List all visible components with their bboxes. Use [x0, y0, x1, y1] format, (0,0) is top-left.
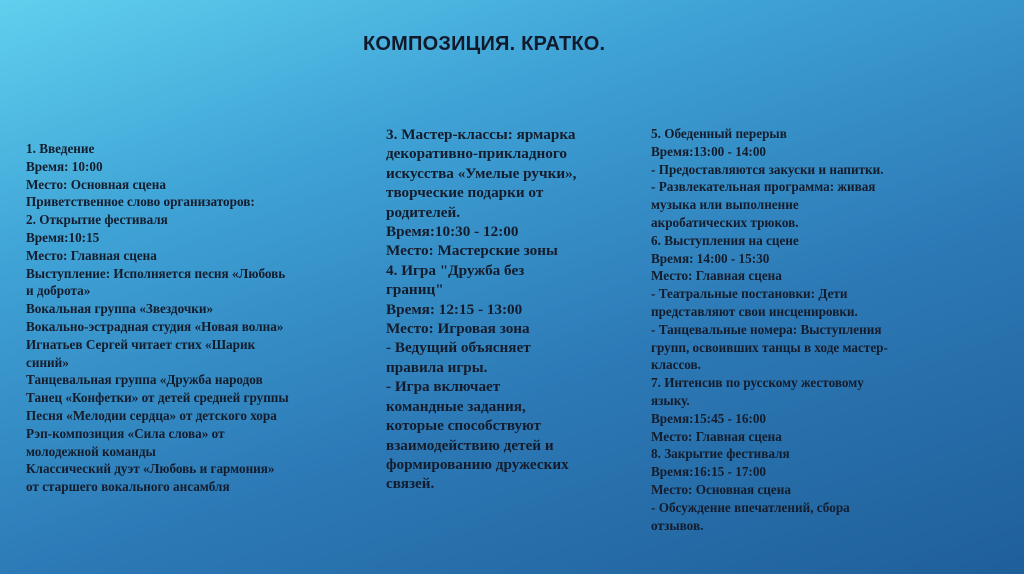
program-line: представляют свои инсценировки. — [651, 303, 858, 319]
program-line: групп, освоивших танцы в ходе мастер- — [651, 339, 888, 355]
program-line: - Ведущий объясняет — [386, 339, 531, 357]
program-line: творческие подарки от — [386, 184, 544, 202]
program-line: 3. Мастер-классы: ярмарка — [386, 126, 576, 143]
program-line: Место: Основная сцена — [26, 176, 166, 192]
program-line: Вокально-эстрадная студия «Новая волна» — [26, 318, 284, 334]
program-line: взаимодействию детей и — [386, 436, 554, 454]
program-line: 8. Закрытие фестиваля — [651, 446, 790, 462]
program-line: 6. Выступления на сцене — [651, 232, 799, 248]
program-line: правила игры. — [386, 358, 488, 376]
program-line: Рэп-композиция «Сила слова» от — [26, 425, 225, 441]
program-line: Место: Мастерские зоны — [386, 242, 558, 260]
program-line: Игнатьев Сергей читает стих «Шарик — [26, 336, 256, 352]
program-line: Время: 12:15 - 13:00 — [386, 300, 523, 318]
program-line: музыка или выполнение — [651, 197, 799, 213]
column-program-part-1 — [26, 140, 289, 496]
program-line: Время:10:15 — [26, 229, 100, 245]
program-line: 5. Обеденный перерыв — [651, 126, 787, 141]
program-line: Приветственное слово организаторов: — [26, 194, 255, 210]
program-line: классов. — [651, 357, 701, 373]
program-line: - Танцевальные номера: Выступления — [651, 321, 882, 337]
program-line: и доброта» — [26, 283, 91, 299]
program-line: 4. Игра "Дружба без — [386, 261, 525, 279]
program-line: молодежной команды — [26, 443, 156, 459]
program-line: Время:15:45 - 16:00 — [651, 410, 767, 426]
slide-title: КОМПОЗИЦИЯ. КРАТКО. — [363, 33, 606, 55]
program-line: Время:13:00 - 14:00 — [651, 143, 767, 159]
column-program-part-2 — [386, 125, 576, 494]
program-line: - Игра включает — [386, 378, 501, 396]
program-line: языку. — [651, 392, 690, 408]
program-line: Место: Основная сцена — [651, 481, 791, 497]
program-line: от старшего вокального ансамбля — [26, 479, 230, 495]
program-line: Место: Главная сцена — [651, 428, 782, 444]
program-line: 7. Интенсив по русскому жестовому — [651, 375, 864, 391]
program-line: Место: Главная сцена — [651, 268, 782, 284]
program-line: 2. Открытие фестиваля — [26, 212, 168, 228]
program-line: Танец «Конфетки» от детей средней группы — [26, 390, 289, 406]
program-line: синий» — [26, 354, 69, 370]
program-line: Место: Игровая зона — [386, 320, 530, 338]
program-line: Песня «Мелодии сердца» от детского хора — [26, 407, 277, 423]
program-line: Время:16:15 - 17:00 — [651, 464, 767, 480]
program-line: - Развлекательная программа: живая — [651, 179, 876, 195]
program-line: связей. — [386, 475, 435, 493]
program-line: Вокальная группа «Звездочки» — [26, 301, 214, 317]
program-line: Танцевальная группа «Дружба народов — [26, 372, 263, 388]
program-line: - Обсуждение впечатлений, сбора — [651, 499, 850, 515]
program-line: 1. Введение — [26, 141, 95, 156]
program-line: акробатических трюков. — [651, 214, 799, 230]
program-line: искусства «Умелые ручки», — [386, 164, 577, 182]
program-line: родителей. — [386, 203, 461, 221]
program-line: Время: 14:00 - 15:30 — [651, 250, 770, 266]
program-line: которые способствуют — [386, 417, 541, 435]
program-line: - Предоставляются закуски и напитки. — [651, 161, 884, 177]
program-line: Место: Главная сцена — [26, 247, 157, 263]
program-line: Время:10:30 - 12:00 — [386, 223, 519, 241]
program-line: границ" — [386, 281, 444, 299]
program-line: Выступление: Исполняется песня «Любовь — [26, 265, 286, 281]
program-line: отзывов. — [651, 517, 704, 533]
program-line: командные задания, — [386, 397, 526, 415]
program-line: - Театральные постановки: Дети — [651, 286, 848, 302]
program-line: декоративно-прикладного — [386, 145, 567, 163]
program-line: Классический дуэт «Любовь и гармония» — [26, 461, 275, 477]
column-program-part-3 — [651, 125, 888, 534]
program-line: Время: 10:00 — [26, 158, 103, 174]
program-line: формированию дружеских — [386, 455, 569, 473]
